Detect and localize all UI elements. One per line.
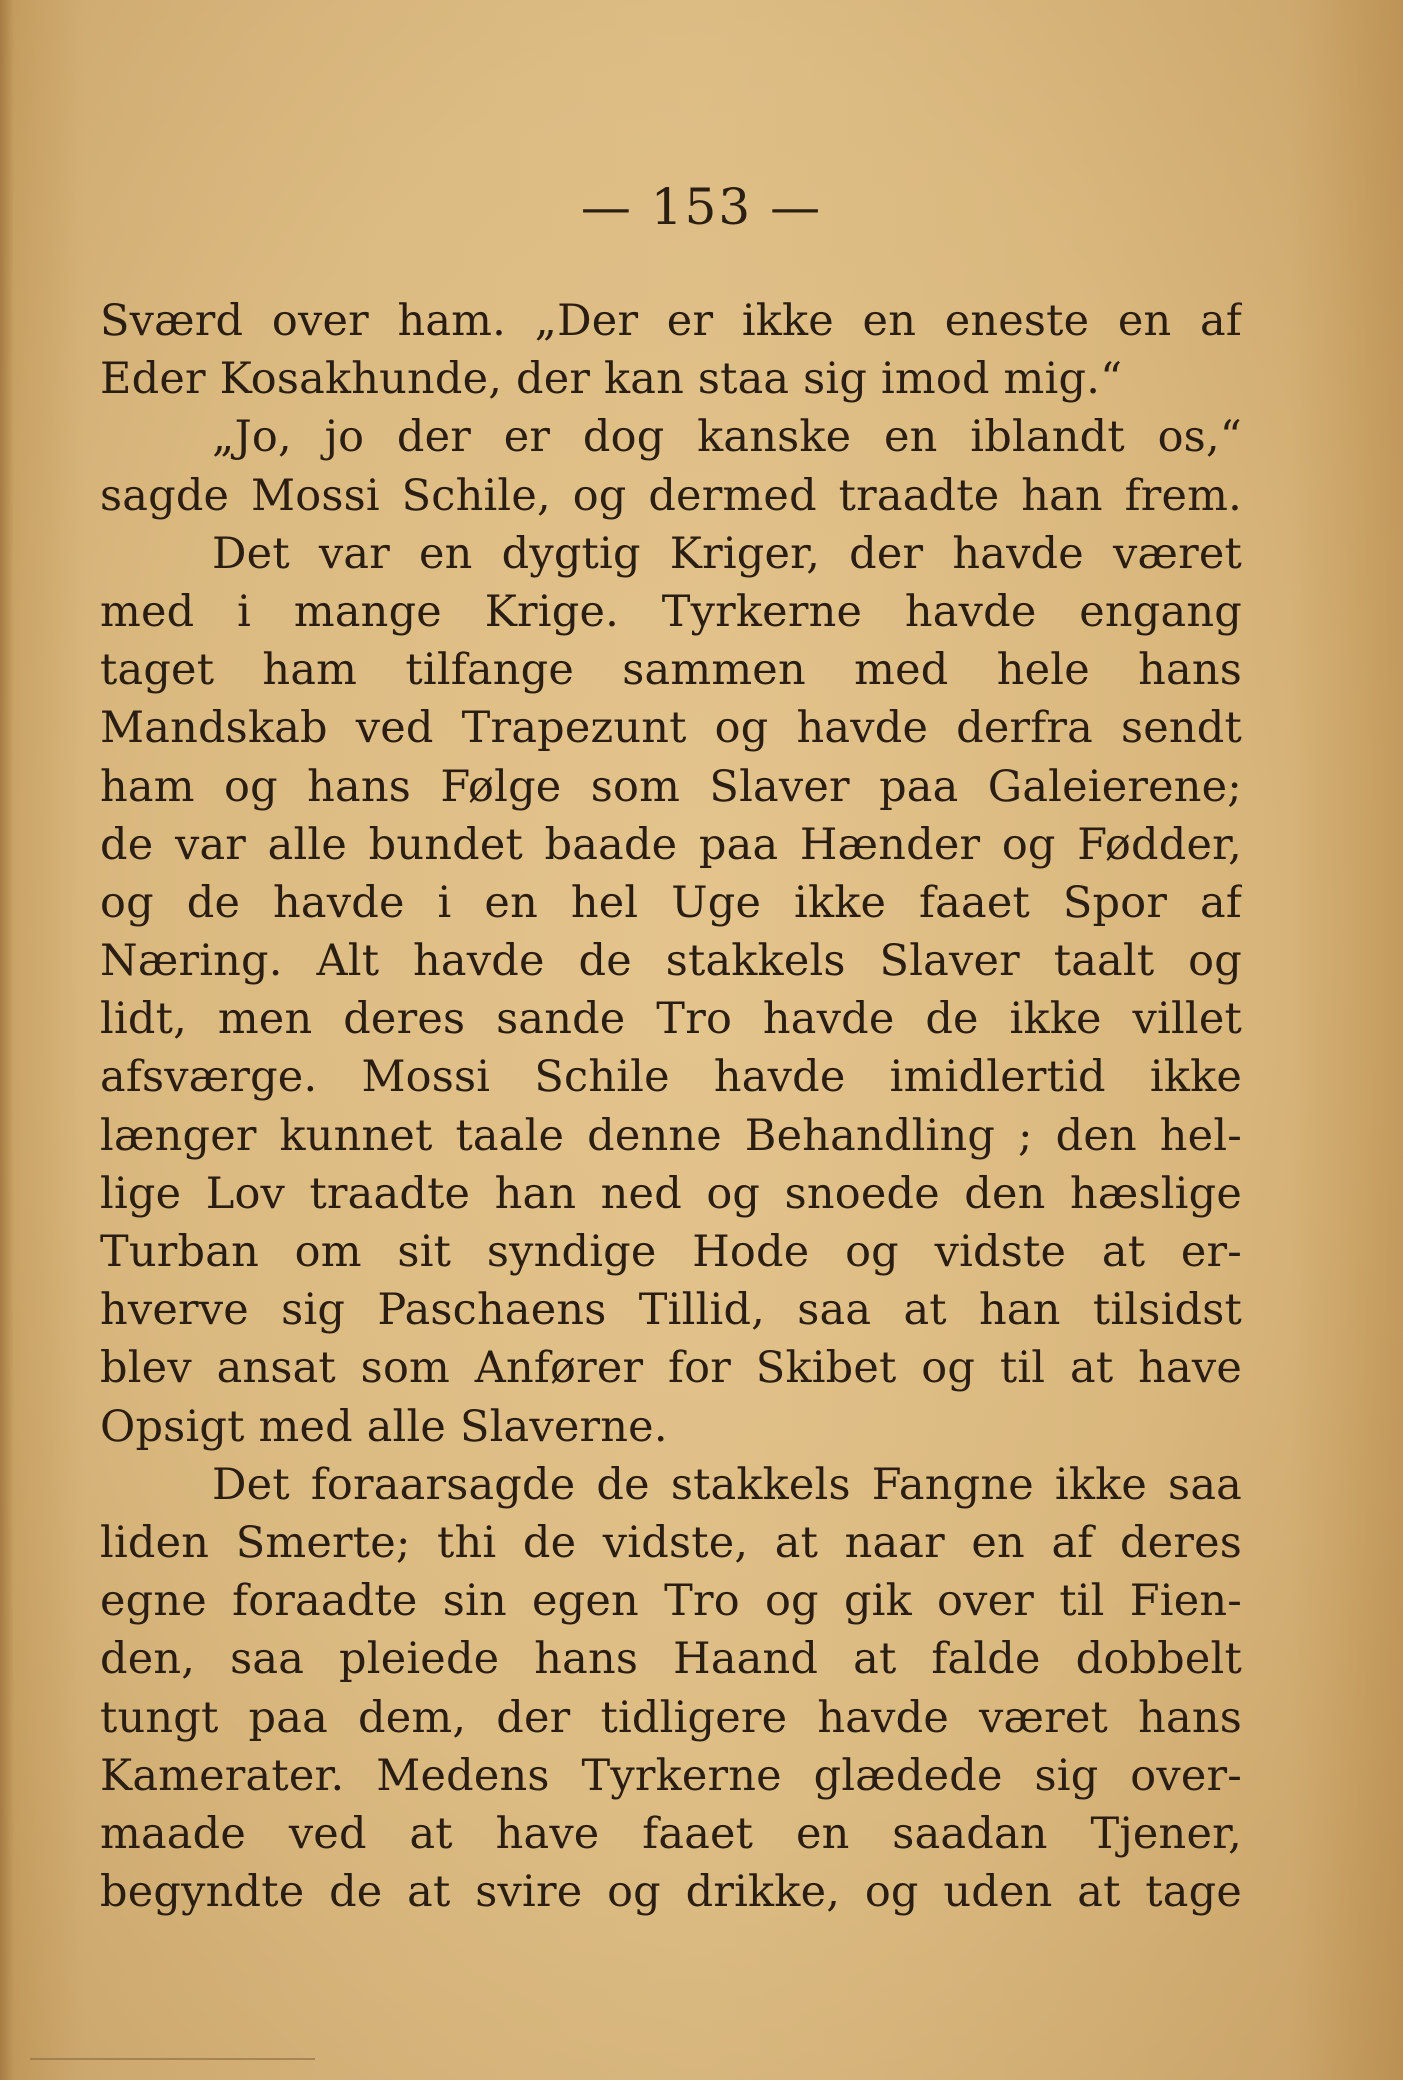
- text-line: med i mange Krige. Tyrkerne havde engang: [100, 586, 1242, 637]
- text-line: den, saa pleiede hans Haand at falde dobbelt: [100, 1634, 1242, 1685]
- text-line: de var alle bundet baade paa Hænder og Fødder,: [100, 819, 1242, 870]
- text-line: liden Smerte; thi de vidste, at naar en af deres: [100, 1517, 1242, 1568]
- text-line: maade ved at have faaet en saadan Tjener,: [100, 1808, 1242, 1859]
- page-bottom-rule: [30, 2058, 315, 2060]
- text-line: egne foraadte sin egen Tro og gik over til Fien-: [100, 1576, 1242, 1627]
- page-number: — 153 —: [580, 178, 823, 236]
- text-line: hverve sig Paschaens Tillid, saa at han tilsidst: [100, 1285, 1242, 1336]
- text-line: lidt, men deres sande Tro havde de ikke villet: [100, 994, 1242, 1045]
- text-line: tungt paa dem, der tidligere havde været hans: [100, 1692, 1242, 1743]
- body-text: [100, 292, 1242, 1921]
- text-line: Næring. Alt havde de stakkels Slaver taalt og: [100, 936, 1242, 987]
- text-line: blev ansat som Anfører for Skibet og til at have: [100, 1343, 1242, 1394]
- text-line: Det var en dygtig Kriger, der havde været: [212, 528, 1242, 579]
- text-line: Sværd over ham. „Der er ikke en eneste en af: [100, 296, 1242, 346]
- text-line: Eder Kosakhunde, der kan staa sig imod mig.“: [100, 354, 1123, 405]
- text-line: „Jo, jo der er dog kanske en iblandt os,“: [212, 412, 1242, 463]
- text-line: afsværge. Mossi Schile havde imidlertid ikke: [100, 1052, 1242, 1103]
- text-line: længer kunnet taale denne Behandling ; den hel-: [100, 1110, 1242, 1161]
- text-line: sagde Mossi Schile, og dermed traadte han frem.: [100, 470, 1242, 521]
- text-line: Opsigt med alle Slaverne.: [100, 1401, 668, 1452]
- page-edge-shadow: [0, 0, 14, 2080]
- text-line: Turban om sit syndige Hode og vidste at er-: [100, 1227, 1242, 1277]
- text-line: Mandskab ved Trapezunt og havde derfra sendt: [100, 703, 1242, 754]
- text-line: Det foraarsagde de stakkels Fangne ikke saa: [212, 1459, 1242, 1510]
- text-line: begyndte de at svire og drikke, og uden at tage: [100, 1867, 1242, 1918]
- text-line: Kamerater. Medens Tyrkerne glædede sig over-: [100, 1750, 1242, 1801]
- text-line: ham og hans Følge som Slaver paa Galeierene;: [100, 761, 1242, 812]
- text-line: taget ham tilfange sammen med hele hans: [100, 645, 1242, 696]
- text-line: lige Lov traadte han ned og snoede den hæslige: [100, 1168, 1242, 1219]
- text-line: og de havde i en hel Uge ikke faaet Spor af: [100, 877, 1242, 928]
